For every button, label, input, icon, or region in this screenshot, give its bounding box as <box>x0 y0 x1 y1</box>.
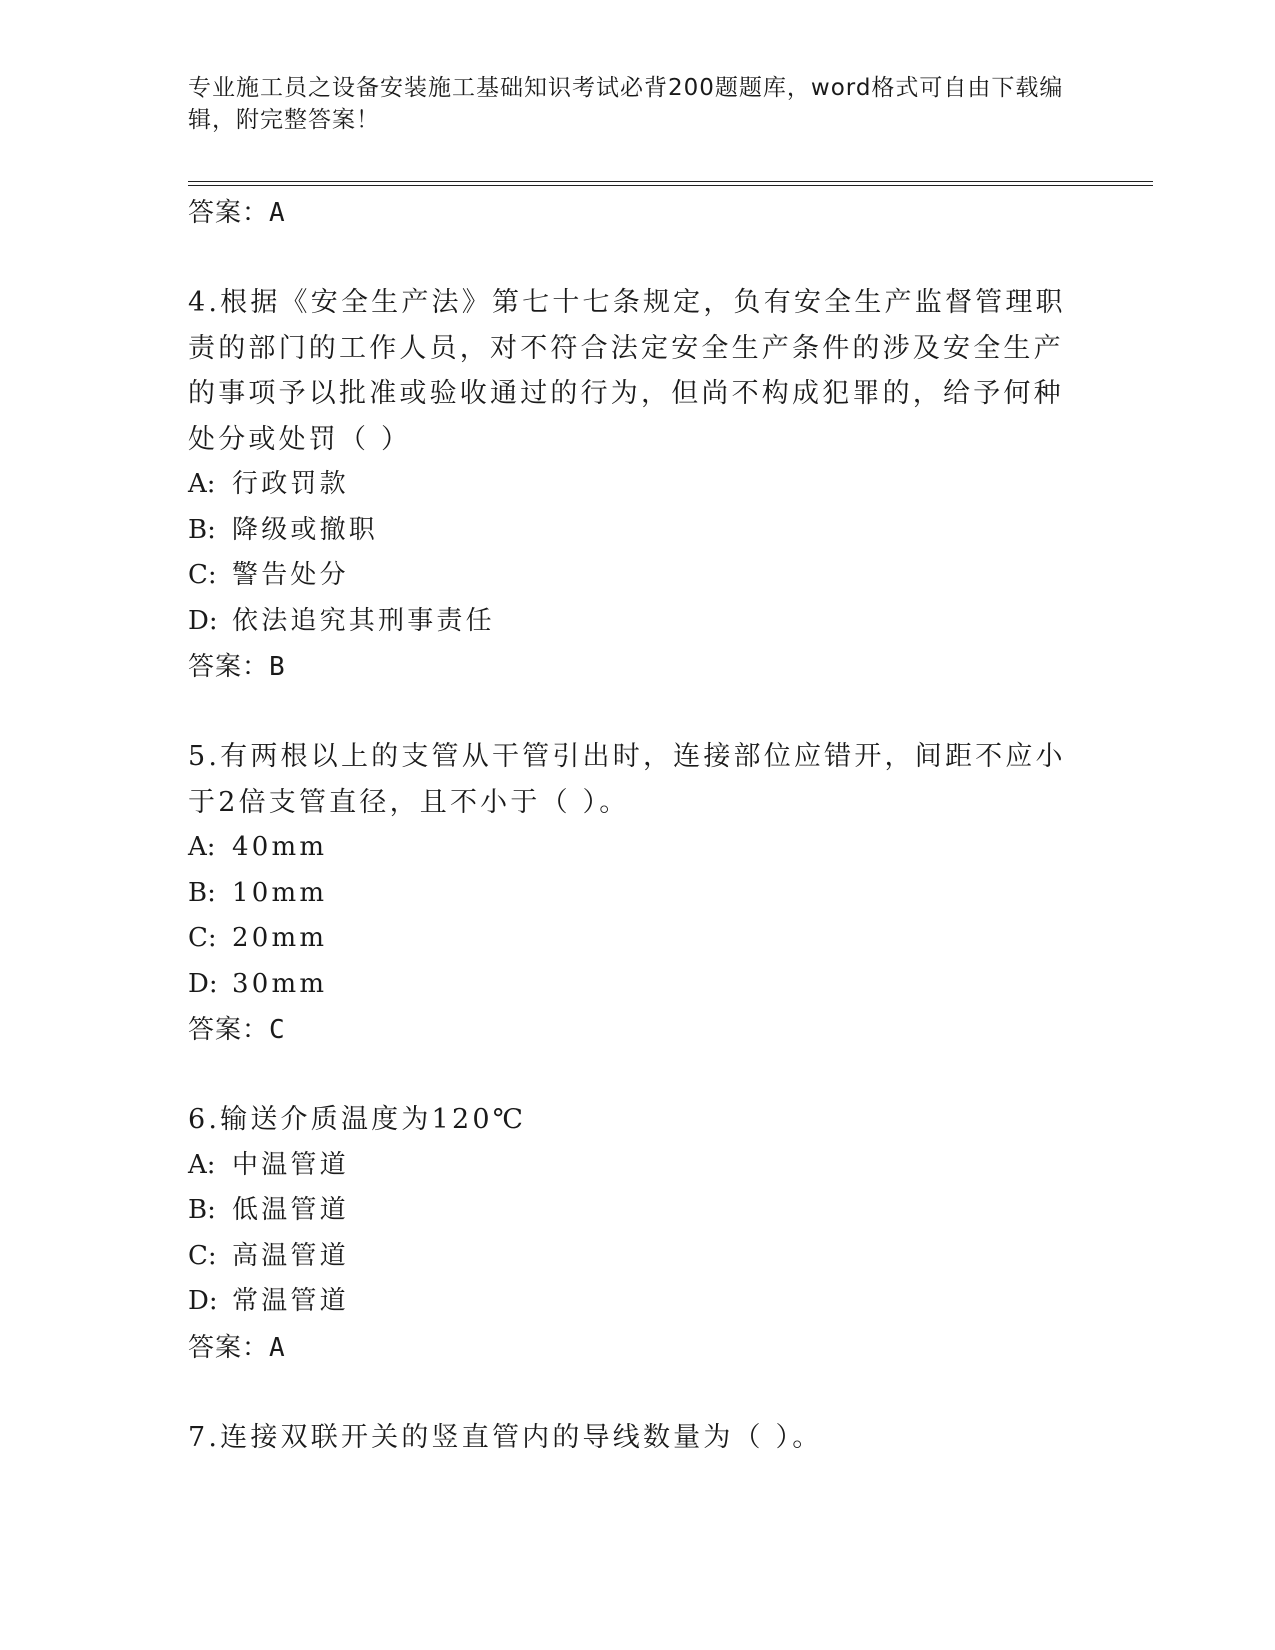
option-text: 常温管道 <box>232 1286 349 1316</box>
question-text: 7.连接双联开关的竖直管内的导线数量为（ ）。 <box>188 1421 823 1453</box>
option-key: B: <box>188 877 216 908</box>
option-text: 20mm <box>232 923 328 953</box>
option-key: A: <box>188 469 216 499</box>
option-text: 中温管道 <box>232 1149 349 1180</box>
option-c <box>188 916 1088 962</box>
option-key: B: <box>188 1195 216 1225</box>
answer-label: 答案：A <box>188 198 286 228</box>
question-item <box>188 1097 1088 1371</box>
option-c <box>188 1234 1088 1280</box>
option-key: C: <box>188 560 217 590</box>
answer-label: 答案：B <box>188 652 286 682</box>
option-b <box>188 871 1088 917</box>
document-header: 专业施工员之设备安装施工基础知识考试必背200题题库，word格式可自由下载编辑，附完整答案！ <box>188 75 1064 133</box>
option-text: 低温管道 <box>232 1195 349 1225</box>
question-item <box>188 1415 1088 1461</box>
header-divider-bottom <box>188 185 1153 186</box>
option-key: D: <box>188 605 218 636</box>
option-c <box>188 553 1088 599</box>
option-key: C: <box>188 1240 217 1271</box>
question-list <box>188 190 1088 1460</box>
option-key: B: <box>188 514 216 545</box>
answer-label: 答案：C <box>188 1015 286 1045</box>
option-key: A: <box>188 1149 216 1180</box>
question-text: 6.输送介质温度为120℃ <box>188 1104 527 1135</box>
option-d <box>188 1279 1088 1325</box>
option-text: 40mm <box>232 832 328 862</box>
option-text: 30mm <box>232 968 328 999</box>
option-key: D: <box>188 968 218 999</box>
option-text: 警告处分 <box>232 560 349 590</box>
option-key: A: <box>188 832 216 862</box>
option-text: 高温管道 <box>232 1240 349 1271</box>
option-d <box>188 962 1088 1008</box>
option-b <box>188 508 1088 554</box>
question-item <box>188 280 1088 690</box>
option-text: 10mm <box>232 877 328 908</box>
option-key: C: <box>188 923 217 953</box>
answer-label: 答案：A <box>188 1332 286 1363</box>
option-b <box>188 1188 1088 1234</box>
option-text: 行政罚款 <box>232 469 349 499</box>
option-key: D: <box>188 1286 218 1316</box>
header-divider-top <box>188 181 1153 182</box>
question-text: 4.根据《安全生产法》第七十七条规定，负有安全生产监督管理职责的部门的工作人员，对不符合法定安全生产条件的涉及安全生产的事项予以批准或验收通过的行为，但尚不构成犯罪的，给予何种处分或处罚（ ） <box>188 287 1066 455</box>
option-a <box>188 1143 1088 1189</box>
option-a <box>188 825 1088 871</box>
option-text: 降级或撤职 <box>232 514 379 545</box>
option-text: 依法追究其刑事责任 <box>232 605 495 636</box>
option-d <box>188 599 1088 645</box>
question-item <box>188 734 1088 1053</box>
question-text: 5.有两根以上的支管从干管引出时，连接部位应错开，间距不应小于2倍支管直径，且不小于（ ）。 <box>188 741 1066 818</box>
option-a <box>188 462 1088 508</box>
